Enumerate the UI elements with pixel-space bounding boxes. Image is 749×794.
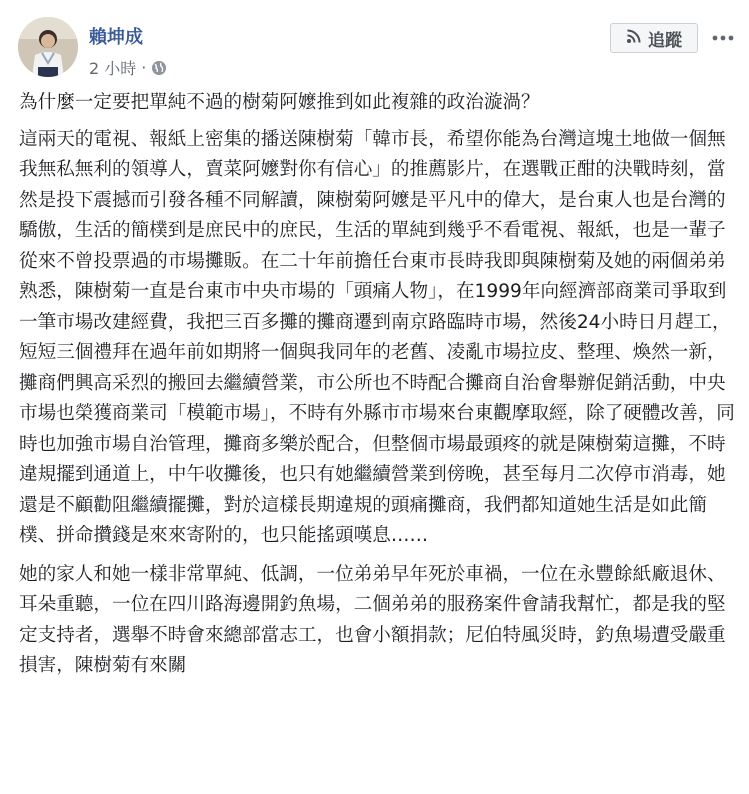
post-paragraph: 這兩天的電視、報紙上密集的播送陳樹菊「韓市長，希望你能為台灣這塊土地做一個無我無私無利的領導人，賣菜阿嬤對你有信心」的推薦影片，在選戰正酣的決戰時刻，當然是投下震撼而引發各種不同解讀，陳樹菊阿嬤是平凡中的偉大，是台東人也是台灣的驕傲，生活的簡樸到是庶民中的庶民，生活的單純到幾乎不看電視、報紙，也是一輩子從來不曾投票過的市場攤販。在二十年前擔任台東市長時我即與陳樹菊及她的兩個弟弟熟悉，陳樹菊一直是台東市中央市場的「頭痛人物」，在1999年向經濟部商業司爭取到一筆市場改建經費，我把三百多攤的攤商遷到南京路臨時市場，然後24小時日月趕工，短短三個禮拜在過年前如期將一個與我同年的老舊、凌亂市場拉皮、整理、煥然一新，攤商們興高采烈的搬回去繼續營業，市公所也不時配合攤商自治會舉辦促銷活動，中央市場也榮獲商業司「模範市場」，不時有外縣市市場來台東觀摩取經，除了硬體改善，同時也加強市場自治管理，攤商多樂於配合，但整個市場最頭疼的就是陳樹菊這攤，不時違規擺到通道上，中午收攤後，也只有她繼續營業到傍晚，甚至每月二次停市消毒，她還是不顧勸阻繼續擺攤，對於這樣長期違規的頭痛攤商，我們都知道她生活是如此簡樸、拼命攢錢是來來寄附的，也只能搖頭嘆息…… [19, 128, 735, 546]
globe-icon[interactable] [151, 60, 167, 76]
post-meta [89, 56, 167, 79]
avatar-image [18, 17, 78, 77]
more-horizontal-icon[interactable] [708, 26, 738, 50]
follow-button[interactable] [610, 23, 698, 53]
post-paragraph: 她的家人和她一樣非常單純、低調，一位弟弟早年死於車禍，一位在永豐餘紙廠退休、耳朵重聽，一位在四川路海邊開釣魚場，二個弟弟的服務案件會請我幫忙，都是我的堅定支持者，選舉不時會來總部當志工，也會小額捐款；尼伯特風災時，釣魚場遭受嚴重損害，陳樹菊有來關 [19, 563, 726, 676]
post-content [19, 88, 735, 690]
post-header [0, 0, 749, 90]
follow-label: 追蹤 [648, 30, 682, 51]
author-name[interactable]: 賴坤成 [89, 27, 143, 48]
avatar[interactable] [18, 17, 78, 77]
rss-icon [626, 28, 642, 49]
post-paragraph: 為什麼一定要把單純不過的樹菊阿嬤推到如此複雜的政治漩渦？ [19, 92, 540, 113]
post-timestamp[interactable]: 2 小時 [89, 59, 137, 78]
meta-separator: · [141, 58, 147, 77]
